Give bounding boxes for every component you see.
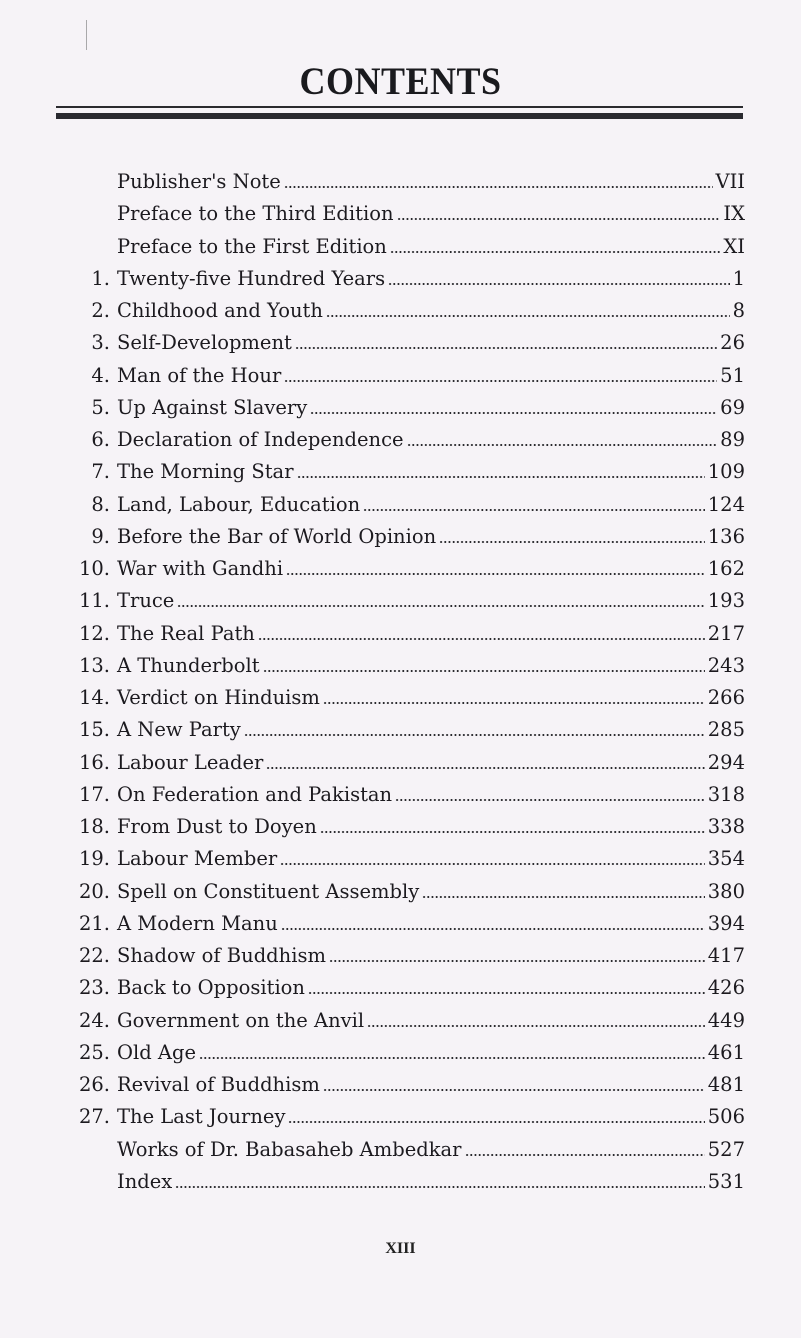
page-reference: 417 xyxy=(707,944,745,967)
chapter-title: Labour Member xyxy=(117,847,278,871)
toc-entry[interactable] xyxy=(64,1005,745,1037)
toc-entry[interactable] xyxy=(64,585,745,617)
dot-leader xyxy=(407,432,718,446)
chapter-number: 26. xyxy=(78,1073,110,1096)
dot-leader xyxy=(395,787,705,801)
title-rule-thin xyxy=(56,106,743,108)
dot-leader xyxy=(199,1045,705,1059)
dot-leader xyxy=(323,690,705,704)
chapter-number: 2. xyxy=(91,299,110,322)
page-reference: 354 xyxy=(707,847,745,871)
toc-entry[interactable] xyxy=(64,360,745,392)
chapter-title: The Morning Star xyxy=(117,460,294,484)
chapter-number: 5. xyxy=(91,395,110,419)
dot-leader xyxy=(177,593,704,607)
chapter-number: 10. xyxy=(78,557,110,580)
page-reference: 461 xyxy=(707,1040,745,1064)
page-reference: 531 xyxy=(707,1169,745,1193)
toc-entry[interactable] xyxy=(64,392,745,424)
page-reference: 124 xyxy=(707,492,745,516)
toc-entry[interactable] xyxy=(64,424,745,456)
chapter-title: Government on the Anvil xyxy=(117,1008,365,1032)
toc-entry[interactable] xyxy=(64,682,745,714)
chapter-title: Preface to the First Edition xyxy=(117,234,387,258)
dot-leader xyxy=(258,626,705,640)
toc-entry[interactable] xyxy=(64,166,745,198)
page-reference: 426 xyxy=(707,976,745,1000)
page-reference: 527 xyxy=(707,1137,745,1161)
toc-entry[interactable] xyxy=(64,714,745,746)
chapter-title: From Dust to Doyen xyxy=(117,815,317,838)
chapter-number: 9. xyxy=(91,524,110,548)
toc-entry[interactable] xyxy=(64,1037,745,1069)
toc-entry[interactable] xyxy=(64,908,745,940)
toc-entry[interactable] xyxy=(64,1134,745,1166)
dot-leader xyxy=(297,464,705,478)
chapter-title: Works of Dr. Babasaheb Ambedkar xyxy=(117,1137,462,1161)
chapter-title: Old Age xyxy=(117,1040,197,1064)
chapter-number: 24. xyxy=(78,1008,110,1032)
chapter-number: 14. xyxy=(78,686,110,709)
chapter-title: Publisher's Note xyxy=(117,170,281,193)
toc-entry[interactable] xyxy=(64,876,745,908)
page-reference: 136 xyxy=(707,524,745,548)
dot-leader xyxy=(323,1077,705,1091)
toc-entry[interactable] xyxy=(64,650,745,682)
chapter-number: 1. xyxy=(91,266,110,290)
chapter-title: Index xyxy=(117,1169,173,1193)
toc-entry[interactable] xyxy=(64,618,745,650)
title-rule-thick xyxy=(56,113,743,119)
dot-leader xyxy=(295,335,717,349)
chapter-number: 27. xyxy=(78,1105,110,1129)
toc-entry[interactable] xyxy=(64,231,745,263)
toc-entry[interactable] xyxy=(64,779,745,811)
page-reference: 69 xyxy=(720,395,745,419)
chapter-number: 16. xyxy=(78,750,110,774)
dot-leader xyxy=(422,884,705,898)
dot-leader xyxy=(390,239,721,253)
toc-entry[interactable] xyxy=(64,456,745,488)
chapter-number: 4. xyxy=(91,363,110,387)
chapter-number: 19. xyxy=(78,847,110,871)
dot-leader xyxy=(439,529,705,543)
dot-leader xyxy=(288,1109,704,1123)
dot-leader xyxy=(465,1142,705,1156)
chapter-title: Spell on Constituent Assembly xyxy=(117,879,420,903)
chapter-number: 21. xyxy=(78,911,110,935)
chapter-title: A Thunderbolt xyxy=(117,653,260,677)
table-of-contents xyxy=(64,166,745,1198)
dot-leader xyxy=(308,980,705,994)
chapter-number: 23. xyxy=(78,976,110,1000)
scan-mark xyxy=(86,20,87,50)
page-reference: 318 xyxy=(707,782,745,806)
page-reference: 394 xyxy=(707,911,745,935)
dot-leader xyxy=(175,1174,704,1188)
chapter-title: Man of the Hour xyxy=(117,363,282,387)
chapter-number: 11. xyxy=(78,589,110,613)
toc-entry[interactable] xyxy=(64,327,745,359)
page-reference: 243 xyxy=(707,653,745,677)
page-reference: 294 xyxy=(707,750,745,774)
page-reference: 162 xyxy=(707,557,745,580)
dot-leader xyxy=(266,755,704,769)
dot-leader xyxy=(263,658,705,672)
chapter-number: 7. xyxy=(91,460,110,484)
chapter-title: A New Party xyxy=(117,718,241,742)
chapter-number: 22. xyxy=(78,944,110,967)
page-reference: 193 xyxy=(707,589,745,613)
page-reference: 285 xyxy=(707,718,745,742)
page-reference: 109 xyxy=(707,460,745,484)
toc-entry[interactable] xyxy=(64,811,745,843)
dot-leader xyxy=(244,722,705,736)
page-reference: VII xyxy=(715,170,745,193)
chapter-title: Childhood and Youth xyxy=(117,299,323,322)
page-reference: 1 xyxy=(732,266,745,290)
toc-entry[interactable] xyxy=(64,843,745,875)
chapter-title: Land, Labour, Education xyxy=(117,492,361,516)
toc-entry[interactable] xyxy=(64,1166,745,1198)
dot-leader xyxy=(367,1013,705,1027)
dot-leader xyxy=(388,271,729,285)
toc-entry[interactable] xyxy=(64,198,745,230)
chapter-title: Up Against Slavery xyxy=(117,395,308,419)
chapter-number: 17. xyxy=(78,782,110,806)
chapter-title: A Modern Manu xyxy=(117,911,278,935)
dot-leader xyxy=(397,206,721,220)
chapter-title: Twenty-five Hundred Years xyxy=(117,266,386,290)
chapter-title: War with Gandhi xyxy=(117,557,284,580)
dot-leader xyxy=(310,400,717,414)
chapter-title: Preface to the Third Edition xyxy=(117,202,394,226)
chapter-number: 3. xyxy=(91,331,110,355)
page-reference: 449 xyxy=(707,1008,745,1032)
page-reference: 266 xyxy=(707,686,745,709)
chapter-title: Declaration of Independence xyxy=(117,428,404,451)
chapter-number: 18. xyxy=(78,815,110,838)
page-reference: 380 xyxy=(707,879,745,903)
toc-entry[interactable] xyxy=(64,521,745,553)
chapter-title: Shadow of Buddhism xyxy=(117,944,326,967)
chapter-title: Self-Development xyxy=(117,331,292,355)
chapter-title: The Last Journey xyxy=(117,1105,286,1129)
page-number: XIII xyxy=(385,1240,416,1257)
toc-entry[interactable] xyxy=(64,295,745,327)
toc-entry[interactable] xyxy=(64,972,745,1004)
page-reference: 217 xyxy=(707,621,745,645)
toc-entry[interactable] xyxy=(64,489,745,521)
chapter-number: 12. xyxy=(78,621,110,645)
toc-entry[interactable] xyxy=(64,263,745,295)
chapter-title: Back to Opposition xyxy=(117,976,305,1000)
page-reference: 506 xyxy=(707,1105,745,1129)
chapter-title: Verdict on Hinduism xyxy=(117,686,320,709)
page-reference: 481 xyxy=(707,1073,745,1096)
chapter-number: 20. xyxy=(78,879,110,903)
chapter-title: Truce xyxy=(117,589,175,613)
page-reference: IX xyxy=(723,202,745,226)
dot-leader xyxy=(363,497,705,511)
page-reference: 338 xyxy=(707,815,745,838)
page-reference: 26 xyxy=(720,331,745,355)
chapter-number: 13. xyxy=(78,653,110,677)
dot-leader xyxy=(320,819,705,833)
page-reference: 8 xyxy=(732,299,745,322)
dot-leader xyxy=(280,851,705,865)
chapter-number: 6. xyxy=(91,428,110,451)
dot-leader xyxy=(284,174,713,188)
chapter-number: 25. xyxy=(78,1040,110,1064)
page-title: CONTENTS xyxy=(299,59,502,103)
dot-leader xyxy=(326,303,730,317)
chapter-title: The Real Path xyxy=(117,621,255,645)
chapter-number: 15. xyxy=(78,718,110,742)
toc-entry[interactable] xyxy=(64,1101,745,1133)
toc-entry[interactable] xyxy=(64,553,745,585)
chapter-title: On Federation and Pakistan xyxy=(117,782,393,806)
toc-entry[interactable] xyxy=(64,940,745,972)
dot-leader xyxy=(284,368,717,382)
page-reference: 51 xyxy=(720,363,745,387)
dot-leader xyxy=(329,948,705,962)
dot-leader xyxy=(281,916,705,930)
page-reference: 89 xyxy=(720,428,745,451)
chapter-title: Labour Leader xyxy=(117,750,264,774)
page-reference: XI xyxy=(723,234,745,258)
dot-leader xyxy=(286,561,705,575)
toc-entry[interactable] xyxy=(64,1069,745,1101)
chapter-title: Revival of Buddhism xyxy=(117,1073,320,1096)
chapter-number: 8. xyxy=(91,492,110,516)
chapter-title: Before the Bar of World Opinion xyxy=(117,524,437,548)
toc-entry[interactable] xyxy=(64,747,745,779)
